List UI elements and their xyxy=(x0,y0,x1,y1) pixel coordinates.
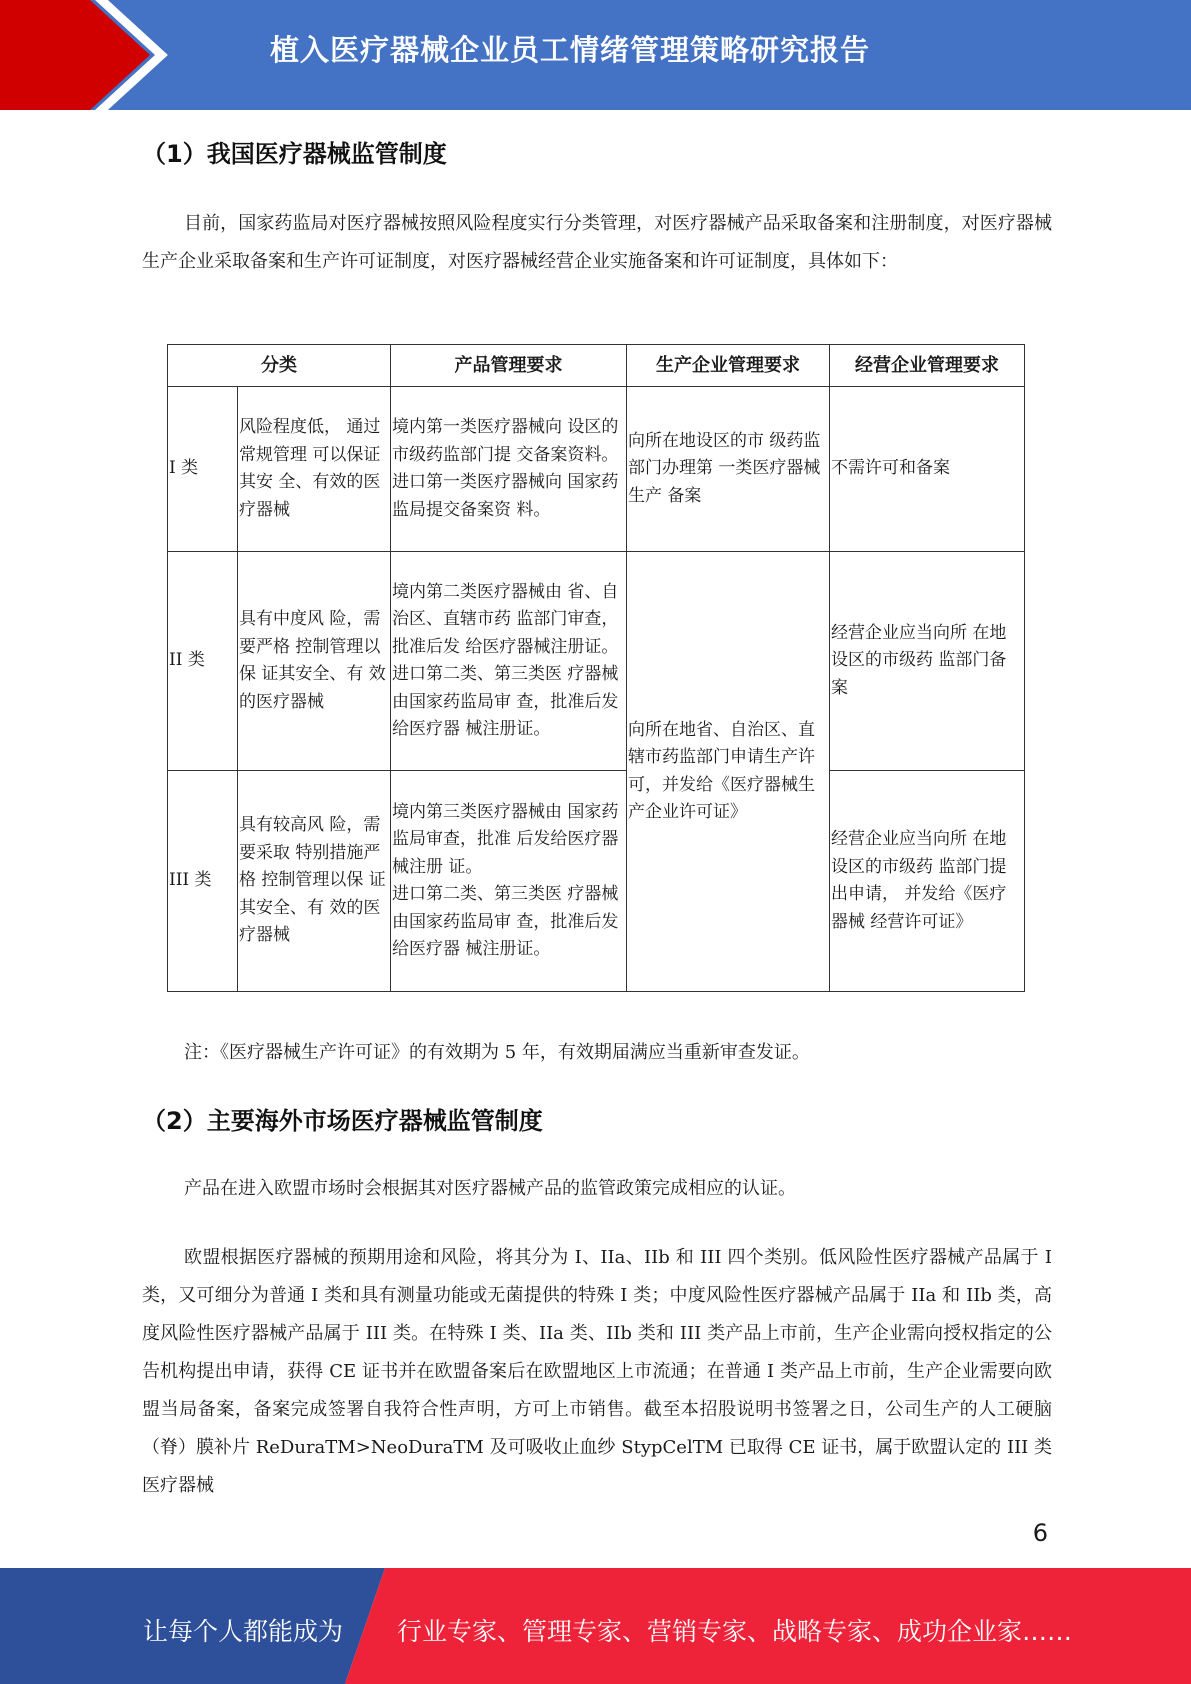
table-header: 经营企业管理要求 xyxy=(830,345,1025,387)
section1-heading: （1）我国医疗器械监管制度 xyxy=(142,140,447,168)
product-cell: 境内第三类医疗器械由 国家药监局审查，批准 后发给医疗器械注册 证。 进口第二类、第三类医 疗器械由国家药监局审 查，批准后发给医疗器 械注册证。 xyxy=(391,771,627,992)
table-note: 注：《医疗器械生产许可证》的有效期为 5 年，有效期届满应当重新审查发证。 xyxy=(184,1042,810,1063)
product-cell: 境内第一类医疗器械向 设区的市级药监部门提 交备案资料。 进口第一类医疗器械向 国家药监局提交备案资 料。 xyxy=(391,387,627,552)
regulation-table xyxy=(167,344,1025,992)
section1-intro: 目前，国家药监局对医疗器械按照风险程度实行分类管理，对医疗器械产品采取备案和注册制度，对医疗器械生产企业采取备案和生产许可证制度，对医疗器械经营企业实施备案和许可证制度，具体如下： xyxy=(142,213,1052,272)
business-cell: 经营企业应当向所 在地设区的市级药 监部门备案 xyxy=(830,552,1025,771)
header-bar xyxy=(0,0,1191,110)
risk-cell: 具有中度风 险，需要严格 控制管理以保 证其安全、有 效的医疗器械 xyxy=(238,552,391,771)
section2-heading: （2）主要海外市场医疗器械监管制度 xyxy=(142,1107,543,1135)
product-cell: 境内第二类医疗器械由 省、自治区、直辖市药 监部门审查，批准后发 给医疗器械注册证。 进口第二类、第三类医 疗器械由国家药监局审 查，批准后发给医疗器 械注册证。 xyxy=(391,552,627,771)
report-title: 植入医疗器械企业员工情绪管理策略研究报告 xyxy=(270,33,871,67)
table-header-row xyxy=(168,345,1025,387)
footer-slogan-right: 行业专家、管理专家、营销专家、战略专家、成功企业家…… xyxy=(397,1617,1073,1646)
footer-bar xyxy=(0,1568,1191,1684)
class-cell: II 类 xyxy=(168,552,238,771)
page-number: 6 xyxy=(1032,1519,1048,1547)
table-row xyxy=(168,387,1025,552)
table-row xyxy=(168,771,1025,992)
table-header: 产品管理要求 xyxy=(391,345,627,387)
class-cell: III 类 xyxy=(168,771,238,992)
production-cell: 向所在地设区的市 级药监部门办理第 一类医疗器械生产 备案 xyxy=(627,387,830,552)
table-header: 分类 xyxy=(168,345,391,387)
table-header: 生产企业管理要求 xyxy=(627,345,830,387)
footer-slogan-left: 让每个人都能成为 xyxy=(143,1617,344,1646)
section2-paragraph: 产品在进入欧盟市场时会根据其对医疗器械产品的监管政策完成相应的认证。 xyxy=(184,1178,796,1199)
production-cell: 向所在地省、自治区、直辖市药监部门申请生产许可，并发给《医疗器械生产企业许可证》 xyxy=(627,552,830,992)
section2-paragraph: 欧盟根据医疗器械的预期用途和风险，将其分为 I、IIa、IIb 和 III 四个类别。低风险性医疗器械产品属于 I 类，又可细分为普通 I 类和具有测量功能或无菌提供的特殊 I 类；中度风险性医疗器械产品属于 IIa 和 IIb 类，高度风险性医疗器械产品属于 III 类。在特殊 I 类、IIa 类、IIb 类和 III 类产品上市前，生产企业需向授权指定的公告机构提出申请，获得 CE 证书并在欧盟备案后在欧盟地区上市流通；在普通 I 类产品上市前，生产企业需要向欧盟当局备案，备案完成签署自我符合性声明，方可上市销售。截至本招股说明书签署之日，公司生产的人工硬脑（脊）膜补片 ReDuraTM>NeoDuraTM 及可吸收止血纱 StypCelTM 已取得 CE 证书，属于欧盟认定的 III 类医疗器械 xyxy=(142,1247,1053,1496)
business-cell: 经营企业应当向所 在地设区的市级药 监部门提出申请， 并发给《医疗器械 经营许可证》 xyxy=(830,771,1025,992)
business-cell: 不需许可和备案 xyxy=(830,387,1025,552)
risk-cell: 具有较高风 险，需要采取 特别措施严格 控制管理以保 证其安全、有 效的医疗器械 xyxy=(238,771,391,992)
risk-cell: 风险程度低， 通过常规管理 可以保证其安 全、有效的医 疗器械 xyxy=(238,387,391,552)
table-row xyxy=(168,552,1025,771)
class-cell: I 类 xyxy=(168,387,238,552)
